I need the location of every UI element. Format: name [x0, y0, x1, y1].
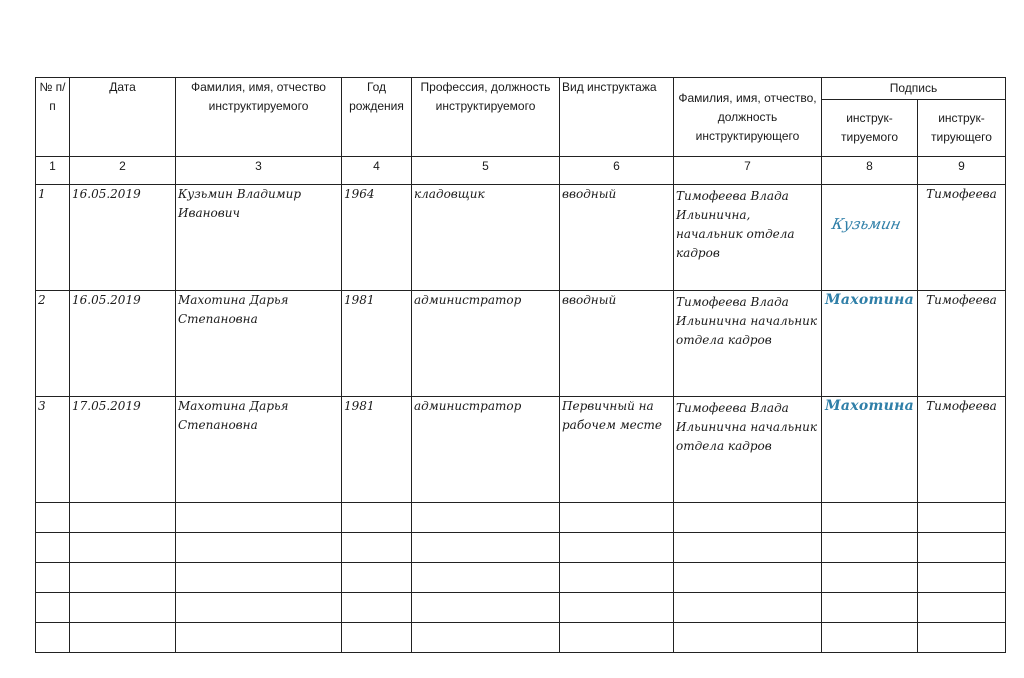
cell-num: 1: [36, 185, 70, 291]
header-sign-instructor: инструк- тирующего: [918, 100, 1006, 157]
empty-row: [36, 623, 1006, 653]
signature-instructor: Тимофеева: [926, 187, 997, 201]
cell-instructor: Тимофеева Влада Ильинична начальник отдела кадров: [674, 397, 822, 503]
cell-num: 3: [36, 397, 70, 503]
instruction-journal-table: [35, 77, 1006, 653]
column-number: 3: [176, 157, 342, 185]
header-profession: Профессия, должность инструктируемого: [412, 78, 560, 157]
header-instructor: Фамилия, имя, отчество, должность инструктирующего: [674, 78, 822, 157]
signature-trainee: Кузьмин: [830, 215, 903, 233]
cell-birth-year: 1964: [342, 185, 412, 291]
cell-sign-instructor: [918, 397, 1006, 503]
cell-fio: Махотина Дарья Степановна: [176, 291, 342, 397]
signature-trainee: Махотина: [825, 292, 914, 308]
header-fio-trainee: Фамилия, имя, отчество инструктируемого: [176, 78, 342, 157]
column-number: 4: [342, 157, 412, 185]
cell-fio: Кузьмин Владимир Иванович: [176, 185, 342, 291]
cell-num: 2: [36, 291, 70, 397]
header-num: № п/п: [36, 78, 70, 157]
header-signature-group: Подпись: [822, 78, 1006, 100]
cell-profession: администратор: [412, 291, 560, 397]
signature-trainee: Махотина: [825, 398, 914, 414]
column-number: 6: [560, 157, 674, 185]
cell-profession: администратор: [412, 397, 560, 503]
header-row-top: [36, 78, 1006, 100]
header-birth-year: Год рождения: [342, 78, 412, 157]
cell-profession: кладовщик: [412, 185, 560, 291]
cell-birth-year: 1981: [342, 291, 412, 397]
cell-instructor: Тимофеева Влада Ильинична, начальник отдела кадров: [674, 185, 822, 291]
empty-row: [36, 533, 1006, 563]
header-instruction-type: Вид инструктажа: [560, 78, 674, 157]
cell-date: 16.05.2019: [70, 291, 176, 397]
cell-sign-trainee: [822, 291, 918, 397]
cell-instruction-type: Первичный на рабочем месте: [560, 397, 674, 503]
column-number: 8: [822, 157, 918, 185]
column-number: 2: [70, 157, 176, 185]
table-row: [36, 397, 1006, 503]
header-date: Дата: [70, 78, 176, 157]
empty-row: [36, 563, 1006, 593]
column-number: 5: [412, 157, 560, 185]
header-sign-trainee: инструк- тируемого: [822, 100, 918, 157]
cell-sign-instructor: [918, 291, 1006, 397]
column-number-row: [36, 157, 1006, 185]
cell-date: 16.05.2019: [70, 185, 176, 291]
cell-instruction-type: вводный: [560, 291, 674, 397]
empty-row: [36, 503, 1006, 533]
cell-birth-year: 1981: [342, 397, 412, 503]
cell-fio: Махотина Дарья Степановна: [176, 397, 342, 503]
column-number: 1: [36, 157, 70, 185]
empty-row: [36, 593, 1006, 623]
column-number: 7: [674, 157, 822, 185]
cell-sign-trainee: [822, 397, 918, 503]
cell-instructor: Тимофеева Влада Ильинична начальник отдела кадров: [674, 291, 822, 397]
table-row: [36, 185, 1006, 291]
table-row: [36, 291, 1006, 397]
cell-instruction-type: вводный: [560, 185, 674, 291]
column-number: 9: [918, 157, 1006, 185]
cell-sign-trainee: [822, 185, 918, 291]
cell-date: 17.05.2019: [70, 397, 176, 503]
signature-instructor: Тимофеева: [926, 293, 997, 307]
signature-instructor: Тимофеева: [926, 399, 997, 413]
cell-sign-instructor: [918, 185, 1006, 291]
